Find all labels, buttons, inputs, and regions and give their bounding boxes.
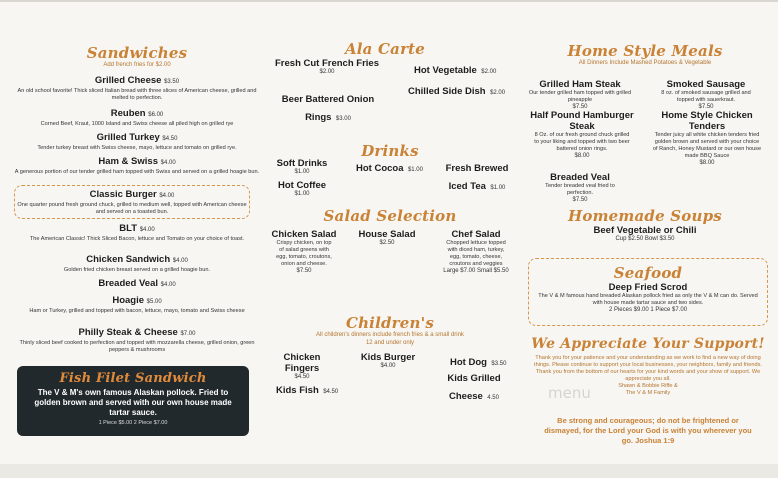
top-border — [0, 0, 778, 2]
seafood-heading: Seafood — [613, 264, 683, 282]
item-price: $4.50 — [294, 374, 310, 380]
menu-item-soft-drinks — [272, 158, 332, 175]
support-message: Thank you for your patience and your understanding as we work to find a new way of doing things. Please continue to support your local businesses, your neighbors, family and friends. Thank you from the bottom of our hearts for your kind words and your show of support. We appreciate you all. — [534, 355, 762, 382]
item-price: $2.00 — [490, 90, 506, 96]
menu-item-hamburger-steak — [526, 110, 638, 159]
item-name: Hot Dog — [450, 357, 487, 368]
item-description: Golden fried chicken breast served on a grilled hoagie bun. — [63, 267, 211, 273]
soups-section — [560, 207, 730, 242]
item-price: 4.50 — [487, 395, 499, 401]
item-description: Tender breaded veal fried to perfection. — [545, 183, 615, 196]
watermark-logo: menu — [548, 384, 591, 402]
item-price: $4.00 — [160, 282, 176, 288]
item-description: 8 oz. of smoked sausage grilled and topped with sauerkraut. — [661, 90, 751, 103]
item-name: Chicken Fingers — [283, 352, 321, 374]
item-price: $4.00 — [380, 363, 396, 369]
bible-verse: Be strong and courageous; do not be frightened or dismayed, for the Lord your God is with you wherever you go. Joshua 1:9 — [544, 416, 752, 445]
salad-heading: Salad Selection — [323, 207, 457, 225]
item-price: $4.00 — [172, 258, 188, 264]
item-price: $4.00 — [139, 227, 155, 233]
sandwiches-section — [22, 44, 252, 68]
item-description: Thinly sliced beef cooked to perfection and topped with mozzarella cheese, grilled onion, green peppers & mushrooms — [19, 340, 255, 353]
item-price: $7.50 — [572, 104, 588, 110]
seafood-box — [528, 258, 768, 326]
item-description: An old school favorite! Thick sliced Italian bread with three slices of American cheese, grilled and melted to perfection. — [17, 88, 257, 101]
fish-filet-description: The V & M's own famous Alaskan pollock. Fried to golden brown and served with our own house made tartar sauce. — [34, 388, 232, 417]
item-price: $4.50 — [323, 389, 339, 395]
item-price: $5.00 — [146, 299, 162, 305]
childrens-heading: Children's — [345, 314, 435, 332]
item-name: Chilled Side Dish — [408, 86, 486, 97]
item-price: $3.50 — [491, 361, 507, 367]
item-name: Classic Burger — [89, 189, 157, 200]
menu-item-kids-fish — [276, 380, 340, 398]
item-price: $2.50 — [379, 240, 395, 246]
drinks-heading: Drinks — [361, 142, 419, 160]
item-name: Philly Steak & Cheese — [78, 327, 178, 338]
childrens-age-note: 12 and under only — [365, 340, 415, 346]
item-name: BLT — [119, 223, 138, 234]
menu-item-grilled-turkey — [12, 132, 262, 152]
item-price: $4.00 — [159, 193, 175, 199]
menu-item-hoagie — [12, 295, 262, 315]
menu-item-breaded-veal — [12, 278, 262, 291]
menu-item-reuben — [12, 108, 262, 128]
item-name: Hoagie — [112, 295, 145, 306]
menu-item-hot-coffee — [272, 180, 332, 197]
home-style-subtitle: All Dinners Include Mashed Potatoes & Vegetable — [578, 60, 712, 66]
childrens-subtitle: All children's dinners include french fries & a small drink — [316, 332, 464, 338]
item-name: Chef Salad — [451, 229, 501, 240]
item-price: $1.00 — [490, 185, 506, 191]
item-price: $1.00 — [294, 169, 310, 175]
item-name: Home Style Chicken Tenders — [661, 110, 753, 132]
fish-filet-heading: Fish Filet Sandwich — [59, 371, 207, 386]
soup-item-price: Cup $2.50 Bowl $3.50 — [615, 236, 675, 242]
item-description: Our tender grilled ham topped with grilled pineapple — [528, 90, 632, 103]
home-style-section — [540, 42, 750, 66]
bottom-border — [0, 464, 778, 478]
item-name: Beer Battered Onion Rings — [281, 94, 375, 123]
support-heading: We Appreciate Your Support! — [531, 336, 765, 352]
menu-item-kids-burger — [356, 352, 420, 369]
sandwiches-heading: Sandwiches — [86, 44, 188, 62]
fish-filet-prices: 1 Piece $5.00 2 Piece $7.00 — [98, 420, 168, 426]
item-price: $7.50 — [698, 104, 714, 110]
item-name: Half Pound Hamburger Steak — [530, 110, 634, 132]
item-name: House Salad — [358, 229, 416, 240]
fish-filet-box — [17, 366, 249, 436]
item-name: Reuben — [110, 108, 146, 119]
item-description: The American Classic! Thick Sliced Bacon, lettuce and Tomato on your choice of toast. — [29, 236, 245, 242]
menu-item-chef-salad — [438, 229, 514, 274]
menu-item-kids-grilled-cheese — [446, 368, 502, 404]
item-name: Grilled Ham Steak — [539, 79, 621, 90]
item-price: $4.50 — [162, 136, 178, 142]
item-name: Grilled Turkey — [96, 132, 160, 143]
seafood-price: 2 Pieces $9.00 1 Piece $7.00 — [608, 307, 688, 313]
item-description: Corned Beef, Kraut, 1000 Island and Swiss cheese all piled high on grilled rye — [40, 121, 234, 127]
menu-item-chilled-side — [408, 81, 518, 99]
item-price: $7.50 — [296, 268, 312, 274]
item-description: Tender turkey breast with Swiss cheese, mayo, lettuce and tomato on grilled rye. — [37, 145, 237, 151]
item-price: $2.00 — [319, 69, 335, 75]
menu-item-breaded-veal-dinner — [528, 172, 632, 203]
menu-item-iced-tea — [442, 158, 512, 194]
item-description: Crispy chicken, on top of salad greens with egg, tomato, croutons, onion and cheese. — [276, 240, 332, 267]
item-name: Kids Fish — [276, 385, 319, 396]
menu-item-chicken-sandwich — [12, 254, 262, 274]
menu-item-blt — [12, 223, 262, 243]
menu-item-onion-rings — [272, 89, 384, 125]
item-name: Hot Cocoa — [356, 163, 404, 174]
menu-item-chicken-salad — [268, 229, 340, 274]
menu-item-classic-burger — [14, 185, 250, 219]
item-name: Fresh Brewed Iced Tea — [445, 163, 509, 192]
item-description: A generous portion of our tender grilled ham topped with Swiss and served on a grilled hoagie bun. — [14, 169, 260, 175]
item-name: Hot Vegetable — [414, 65, 477, 76]
menu-item-hot-cocoa — [356, 158, 446, 176]
item-description: One quarter pound fresh ground chuck, grilled to medium well, topped with American cheese and served on a toasted bun. — [17, 202, 247, 215]
seafood-item-name: Deep Fried Scrod — [608, 282, 688, 293]
menu-item-philly-steak — [12, 327, 262, 354]
menu-item-hot-vegetable — [414, 60, 514, 78]
home-style-heading: Home Style Meals — [567, 42, 723, 60]
soups-heading: Homemade Soups — [568, 207, 722, 225]
seafood-description: The V & M famous hand breaded Alaskan pollock fried as only the V & M can do. Served with house made tartar sauce and two sides. — [538, 293, 758, 306]
menu-item-house-salad — [352, 229, 422, 246]
item-name: Breaded Veal — [550, 172, 610, 183]
item-price: $3.00 — [335, 116, 351, 122]
menu-item-french-fries — [272, 58, 382, 75]
item-description: Ham or Turkey, grilled and topped with bacon, lettuce, mayo, tomato and Swiss cheese — [29, 308, 245, 314]
menu-item-smoked-sausage — [656, 79, 756, 110]
menu-item-grilled-ham-steak — [528, 79, 632, 110]
sandwiches-subtitle: Add french fries for $2.00 — [103, 62, 171, 68]
menu-item-chicken-fingers — [272, 352, 332, 380]
item-name: Chicken Sandwich — [86, 254, 171, 265]
support-signature-2: The V & M Family — [625, 390, 671, 396]
item-price: $7.50 — [572, 197, 588, 203]
childrens-section — [290, 314, 490, 346]
item-name: Smoked Sausage — [666, 79, 746, 90]
item-price: $8.00 — [574, 153, 590, 159]
menu-item-chicken-tenders — [652, 110, 762, 166]
item-price: $4.00 — [160, 160, 176, 166]
item-price: Large $7.00 Small $5.50 — [443, 268, 509, 274]
item-price: $2.00 — [481, 69, 497, 75]
item-name: Kids Burger — [360, 352, 416, 363]
item-name: Breaded Veal — [98, 278, 158, 289]
item-name: Chicken Salad — [271, 229, 337, 240]
soup-item-name: Beef Vegetable or Chili — [593, 225, 697, 236]
item-description: Tender juicy all white chicken tenders fried golden brown and served with your choice of Ranch, Honey Mustard or our own house made BBQ Sauce — [652, 132, 762, 159]
item-price: $3.50 — [164, 79, 180, 85]
item-price: $7.00 — [180, 331, 196, 337]
item-name: Soft Drinks — [276, 158, 328, 169]
menu-item-grilled-cheese — [12, 75, 262, 102]
item-price: $1.00 — [407, 167, 423, 173]
item-name: Ham & Swiss — [98, 156, 158, 167]
item-name: Grilled Cheese — [94, 75, 162, 86]
support-signature-1: Shawn & Bobbie Riffe & — [618, 383, 678, 389]
item-price: $8.00 — [699, 160, 715, 166]
item-price: $6.00 — [148, 112, 164, 118]
item-name: Fresh Cut French Fries — [275, 58, 379, 69]
menu-item-ham-swiss — [12, 156, 262, 176]
item-name: Kids Grilled Cheese — [447, 373, 501, 402]
item-description: Chopped lettuce topped with diced ham, turkey, egg, tomato, cheese, croutons and veggies — [446, 240, 506, 267]
ala-carte-heading: Ala Carte — [344, 40, 426, 58]
item-description: 8 Oz. of our fresh ground chuck grilled to your liking and topped with two beer battered onion rings. — [534, 132, 630, 152]
item-price: $1.00 — [294, 191, 310, 197]
item-name: Hot Coffee — [277, 180, 327, 191]
